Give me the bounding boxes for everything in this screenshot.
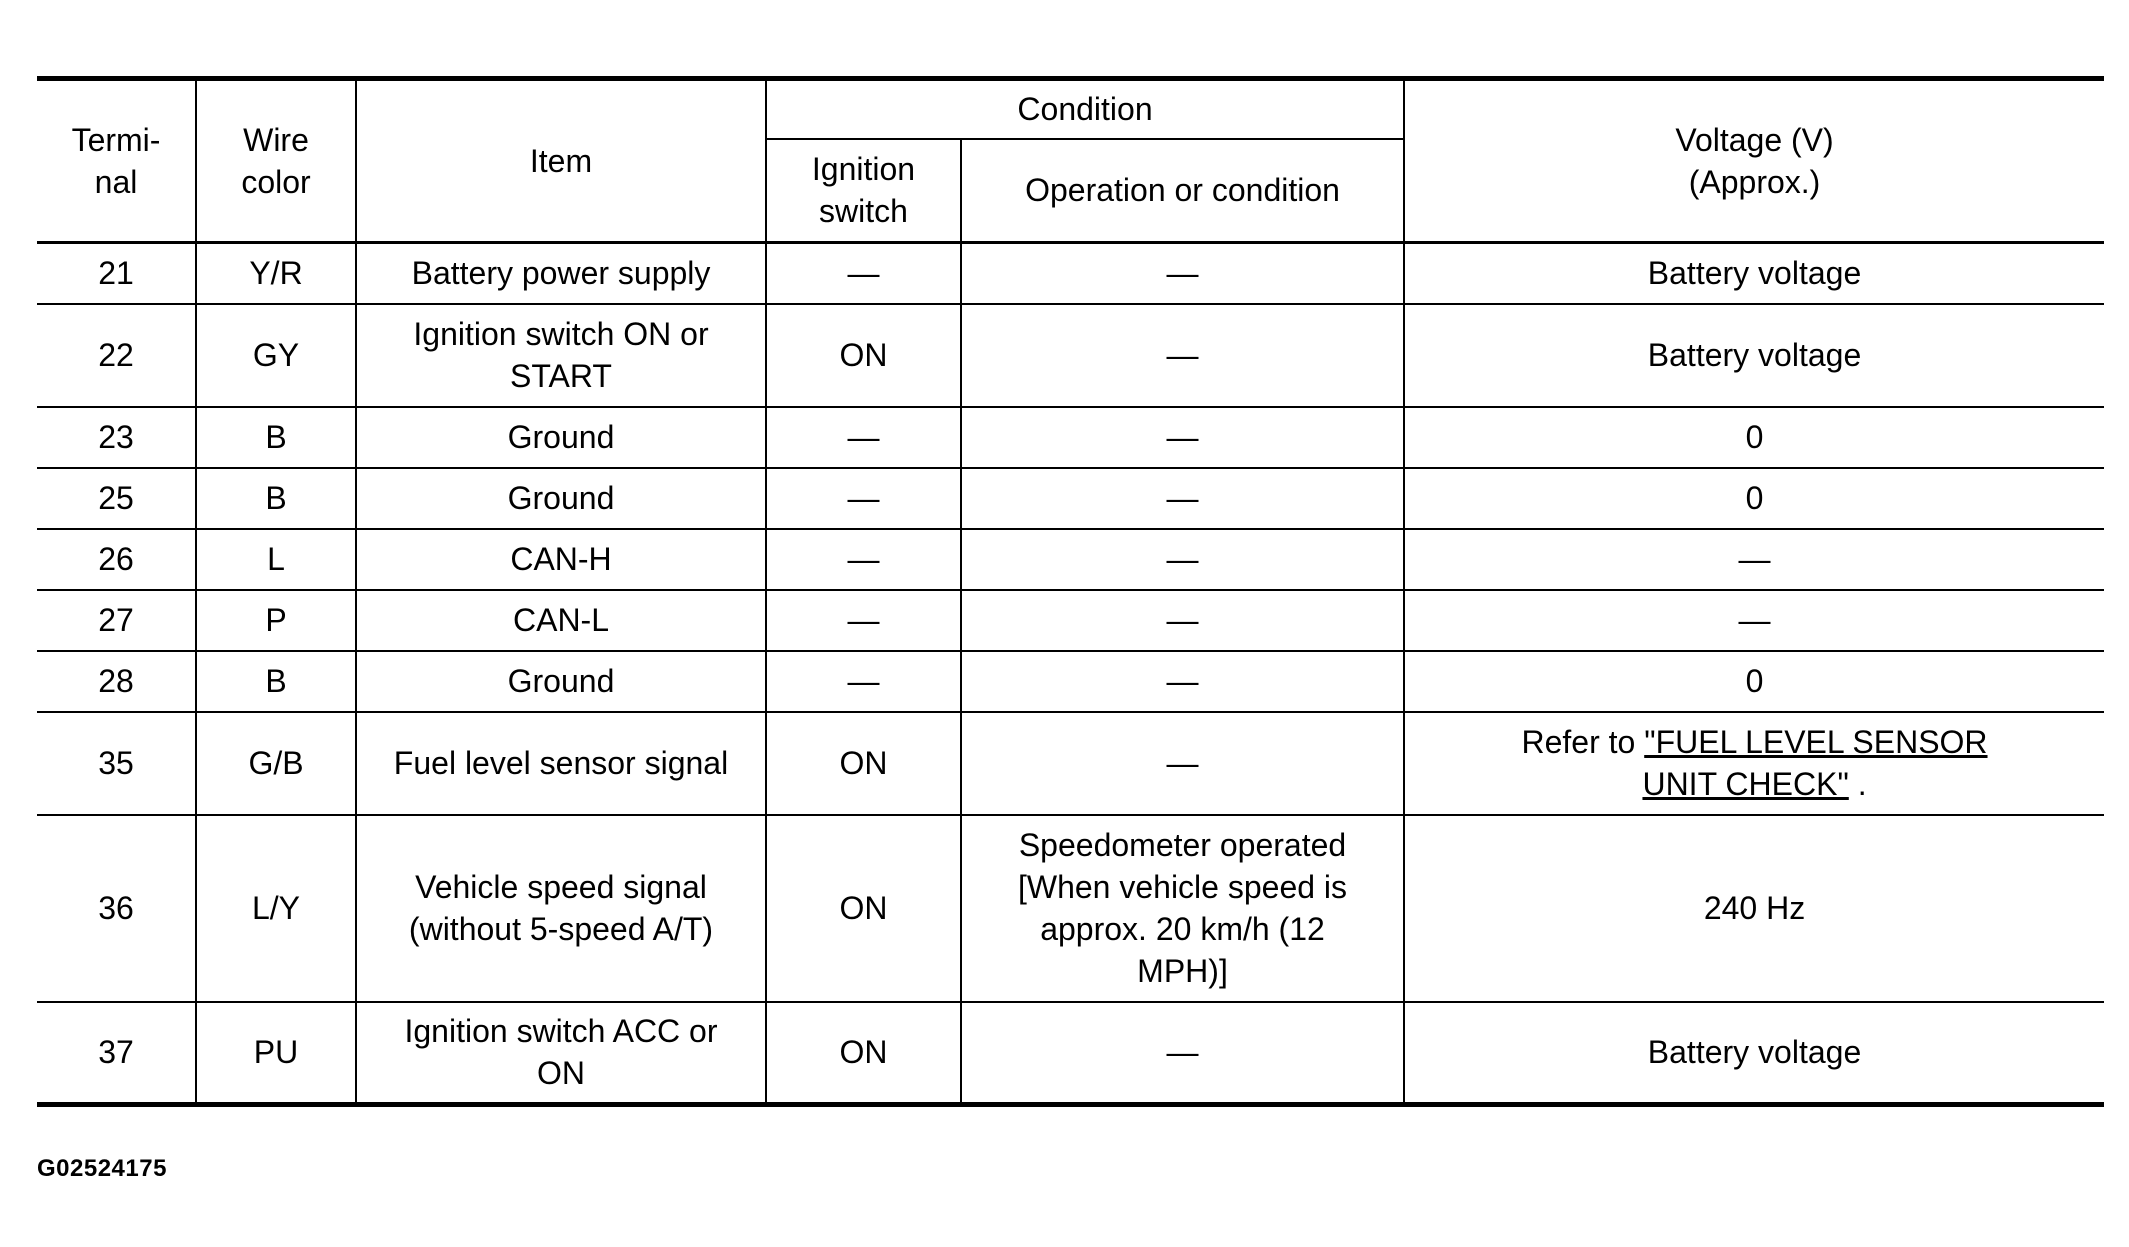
cell-item: Battery power supply — [356, 243, 766, 304]
cell-operation: — — [961, 304, 1404, 407]
cell-wire-color: B — [196, 468, 356, 529]
table-row — [37, 815, 2104, 1002]
cell-item: Ignition switch ON or START — [356, 304, 766, 407]
header-wire-color: Wire color — [196, 79, 356, 243]
cell-item: CAN-H — [356, 529, 766, 590]
cell-voltage: Battery voltage — [1404, 1002, 2104, 1105]
cell-ignition: — — [766, 590, 961, 651]
cell-wire-color: PU — [196, 1002, 356, 1105]
cell-ignition: — — [766, 407, 961, 468]
cell-operation: — — [961, 468, 1404, 529]
header-item: Item — [356, 79, 766, 243]
table-row — [37, 590, 2104, 651]
cell-operation: — — [961, 590, 1404, 651]
voltage-reference-prefix: Refer to — [1521, 724, 1645, 760]
cell-terminal: 26 — [37, 529, 196, 590]
cell-wire-color: L/Y — [196, 815, 356, 1002]
cell-voltage: 0 — [1404, 468, 2104, 529]
header-voltage: Voltage (V) (Approx.) — [1404, 79, 2104, 243]
header-row-top — [37, 79, 2104, 139]
cell-wire-color: L — [196, 529, 356, 590]
cell-item: Fuel level sensor signal — [356, 712, 766, 815]
cell-voltage: 240 Hz — [1404, 815, 2104, 1002]
cell-ignition: — — [766, 243, 961, 304]
cell-ignition: — — [766, 529, 961, 590]
table-wrapper — [37, 76, 2104, 1107]
cell-terminal: 21 — [37, 243, 196, 304]
table-row — [37, 712, 2104, 815]
table-row — [37, 651, 2104, 712]
cell-wire-color: Y/R — [196, 243, 356, 304]
table-row — [37, 468, 2104, 529]
table-row — [37, 243, 2104, 304]
cell-ignition: — — [766, 468, 961, 529]
header-ignition-switch: Ignition switch — [766, 139, 961, 243]
cell-terminal: 23 — [37, 407, 196, 468]
cell-wire-color: G/B — [196, 712, 356, 815]
cell-terminal: 27 — [37, 590, 196, 651]
table-row — [37, 304, 2104, 407]
cell-item: Ground — [356, 651, 766, 712]
cell-operation: — — [961, 529, 1404, 590]
cell-wire-color: GY — [196, 304, 356, 407]
cell-item: Ignition switch ACC or ON — [356, 1002, 766, 1105]
cell-terminal: 28 — [37, 651, 196, 712]
table-row — [37, 407, 2104, 468]
cell-ignition: ON — [766, 712, 961, 815]
cell-ignition: ON — [766, 304, 961, 407]
cell-voltage: Battery voltage — [1404, 304, 2104, 407]
terminal-table — [37, 76, 2104, 1107]
cell-operation: — — [961, 712, 1404, 815]
cell-wire-color: P — [196, 590, 356, 651]
figure-code: G02524175 — [37, 1155, 167, 1182]
fuel-level-sensor-check-link[interactable]: "FUEL LEVEL SENSOR UNIT CHECK" — [1642, 724, 1988, 802]
cell-operation: — — [961, 243, 1404, 304]
cell-terminal: 25 — [37, 468, 196, 529]
cell-item: Ground — [356, 407, 766, 468]
cell-ignition: ON — [766, 1002, 961, 1105]
cell-ignition: — — [766, 651, 961, 712]
cell-terminal: 36 — [37, 815, 196, 1002]
header-condition: Condition — [766, 79, 1404, 139]
cell-operation: — — [961, 651, 1404, 712]
table-row — [37, 1002, 2104, 1105]
cell-terminal: 37 — [37, 1002, 196, 1105]
cell-voltage: — — [1404, 529, 2104, 590]
cell-voltage: Battery voltage — [1404, 243, 2104, 304]
cell-wire-color: B — [196, 407, 356, 468]
cell-voltage: 0 — [1404, 651, 2104, 712]
cell-item: Vehicle speed signal (without 5-speed A/T) — [356, 815, 766, 1002]
cell-voltage: — — [1404, 590, 2104, 651]
cell-ignition: ON — [766, 815, 961, 1002]
cell-voltage: 0 — [1404, 407, 2104, 468]
cell-operation: — — [961, 407, 1404, 468]
cell-wire-color: B — [196, 651, 356, 712]
header-terminal: Termi- nal — [37, 79, 196, 243]
cell-terminal: 22 — [37, 304, 196, 407]
cell-terminal: 35 — [37, 712, 196, 815]
cell-operation: Speedometer operated [When vehicle speed is approx. 20 km/h (12 MPH)] — [961, 815, 1404, 1002]
cell-item: CAN-L — [356, 590, 766, 651]
table-row — [37, 529, 2104, 590]
cell-item: Ground — [356, 468, 766, 529]
cell-voltage-reference — [1404, 712, 2104, 815]
header-operation: Operation or condition — [961, 139, 1404, 243]
voltage-reference-suffix: . — [1848, 766, 1867, 802]
cell-operation: — — [961, 1002, 1404, 1105]
